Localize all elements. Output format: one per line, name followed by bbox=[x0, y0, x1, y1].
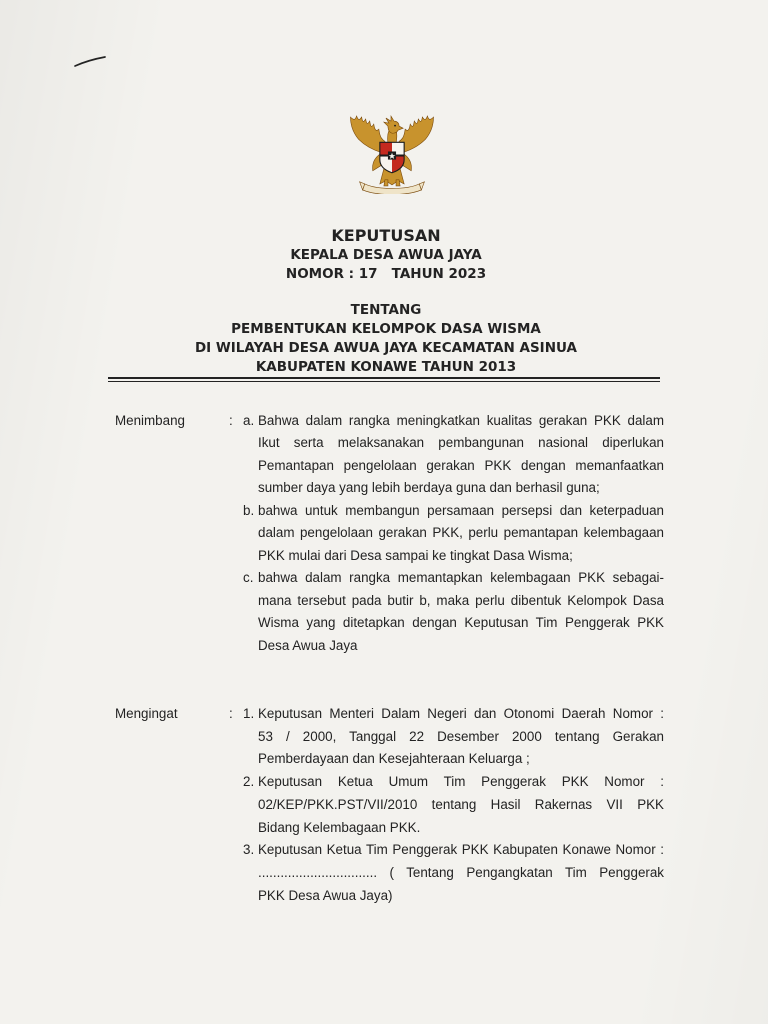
considering-items bbox=[243, 410, 664, 657]
item-marker: a. bbox=[243, 413, 255, 428]
decree-number: NOMOR : 17 TAHUN 2023 bbox=[285, 266, 487, 282]
considering-a-line-4: sumber daya yang lebih berdaya guna dan berhasil guna; bbox=[258, 480, 600, 496]
recalling-label: Mengingat bbox=[115, 706, 178, 721]
considering-c-line-2: mana tersebut pada butir b, maka perlu dibentuk Kelompok Dasa bbox=[258, 592, 664, 608]
item-marker: c. bbox=[243, 570, 254, 586]
considering-b-line-3: PKK mulai dari Desa sampai ke tingkat Dasa Wisma; bbox=[258, 547, 573, 563]
decree-subject-line-2: DI WILAYAH DESA AWUA JAYA KECAMATAN ASINUA bbox=[194, 340, 578, 356]
considering-label: Menimbang bbox=[115, 413, 185, 428]
recalling-items bbox=[243, 703, 664, 907]
decree-subject-line-1: PEMBENTUKAN KELOMPOK DASA WISMA bbox=[231, 321, 541, 337]
item-marker: 3. bbox=[243, 842, 255, 858]
considering-a-line-3: Pemantapan pengelolaan gerakan PKK dengan memanfaatkan bbox=[258, 457, 664, 473]
recalling-3-line-2: ................................ ( Tentang Pengangkatan Tim Penggerak bbox=[258, 864, 664, 880]
considering-item-c bbox=[243, 567, 664, 657]
recalling-item-1 bbox=[243, 703, 664, 771]
recalling-2-line-2: 02/KEP/PKK.PST/VII/2010 tentang Hasil Rakernas VII PKK bbox=[258, 796, 664, 812]
considering-c-line-4: Desa Awua Jaya bbox=[258, 637, 358, 653]
decree-about-label: TENTANG bbox=[350, 302, 422, 318]
pen-mark bbox=[72, 52, 108, 70]
item-marker: 1. bbox=[243, 706, 255, 721]
considering-c-line-3: Wisma yang ditetapkan dengan Keputusan Tim Penggerak PKK bbox=[258, 615, 664, 631]
recalling-1-line-2: 53 / 2000, Tanggal 22 Desember 2000 tentang Gerakan bbox=[258, 728, 664, 744]
header-divider bbox=[108, 377, 660, 379]
recalling-item-2 bbox=[243, 771, 664, 839]
recalling-2-line-3: Bidang Kelembagaan PKK. bbox=[258, 819, 421, 835]
decree-issuer: KEPALA DESA AWUA JAYA bbox=[290, 247, 482, 263]
considering-b-line-2: dalam pengelolaan gerakan PKK, perlu pemantapan kelembagaan bbox=[258, 525, 664, 541]
item-marker: b. bbox=[243, 502, 255, 518]
recalling-1-line-1: Keputusan Menteri Dalam Negeri dan Otonomi Daerah Nomor : bbox=[258, 706, 664, 721]
garuda-emblem-icon bbox=[346, 113, 438, 194]
considering-colon: : bbox=[229, 413, 233, 428]
recalling-3-line-1: Keputusan Ketua Tim Penggerak PKK Kabupaten Konawe Nomor : bbox=[258, 842, 664, 858]
recalling-2-line-1: Keputusan Ketua Umum Tim Penggerak PKK Nomor : bbox=[258, 774, 664, 790]
considering-a-line-2: Ikut serta melaksanakan pembangunan nasional diperlukan bbox=[258, 435, 664, 451]
recalling-1-line-3: Pemberdayaan dan Kesejahteraan Keluarga ; bbox=[258, 751, 530, 767]
recalling-item-3 bbox=[243, 839, 664, 907]
recalling-3-line-3: PKK Desa Awua Jaya) bbox=[258, 887, 393, 903]
recalling-colon: : bbox=[229, 706, 233, 721]
considering-a-line-1: Bahwa dalam rangka meningkatkan kualitas gerakan PKK dalam bbox=[258, 413, 664, 428]
item-marker: 2. bbox=[243, 774, 255, 790]
considering-c-line-1: bahwa dalam rangka memantapkan kelembagaan PKK sebagai- bbox=[258, 570, 664, 586]
header-divider-thin bbox=[108, 381, 660, 382]
decree-subject-line-3: KABUPATEN KONAWE TAHUN 2013 bbox=[255, 359, 517, 375]
considering-item-b bbox=[243, 500, 664, 567]
considering-item-a bbox=[243, 410, 664, 500]
considering-b-line-1: bahwa untuk membangun persamaan persepsi dan keterpaduan bbox=[258, 502, 664, 518]
decree-title: KEPUTUSAN bbox=[331, 226, 441, 245]
